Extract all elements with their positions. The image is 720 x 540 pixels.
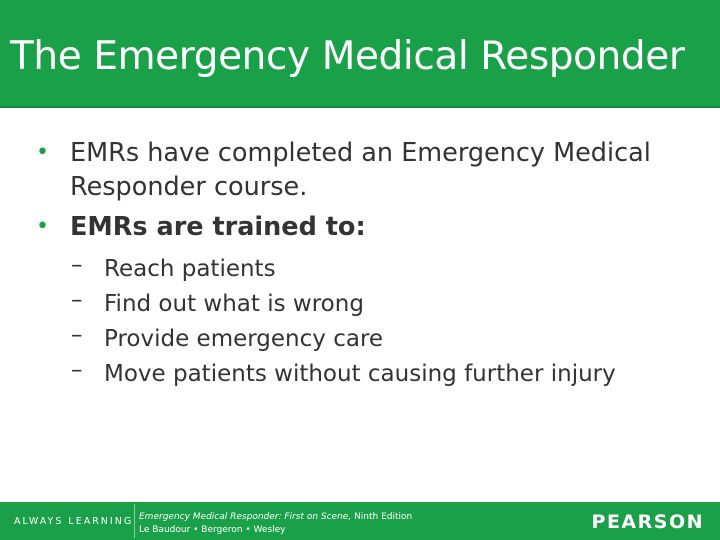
dash-icon: – bbox=[71, 357, 83, 383]
publisher-logo: PEARSON bbox=[591, 511, 704, 533]
book-citation bbox=[139, 512, 412, 522]
dash-icon: – bbox=[71, 322, 83, 348]
bullet-text: EMRs are trained to: bbox=[70, 212, 366, 242]
sub-bullet-text: Find out what is wrong bbox=[104, 291, 364, 317]
dash-icon: – bbox=[71, 252, 83, 278]
book-title: Emergency Medical Responder: First on Scene, bbox=[139, 512, 352, 522]
sub-bullet-text: Reach patients bbox=[104, 256, 276, 282]
book-authors: Le Baudour • Bergeron • Wesley bbox=[139, 525, 286, 535]
sub-bullet-text: Provide emergency care bbox=[104, 326, 384, 352]
footer-divider bbox=[134, 504, 135, 538]
footer-tagline: ALWAYS LEARNING bbox=[14, 516, 134, 527]
dash-icon: – bbox=[71, 287, 83, 313]
slide-title: The Emergency Medical Responder bbox=[10, 34, 685, 79]
bullet-icon: • bbox=[36, 214, 49, 239]
footer-bar bbox=[0, 502, 720, 540]
sub-bullet-text: Move patients without causing further injury bbox=[104, 361, 616, 387]
title-bar bbox=[0, 0, 720, 108]
bullet-text: EMRs have completed an Emergency Medical Responder course. bbox=[70, 138, 651, 202]
bullet-icon: • bbox=[36, 140, 49, 165]
book-edition: Ninth Edition bbox=[354, 512, 413, 522]
